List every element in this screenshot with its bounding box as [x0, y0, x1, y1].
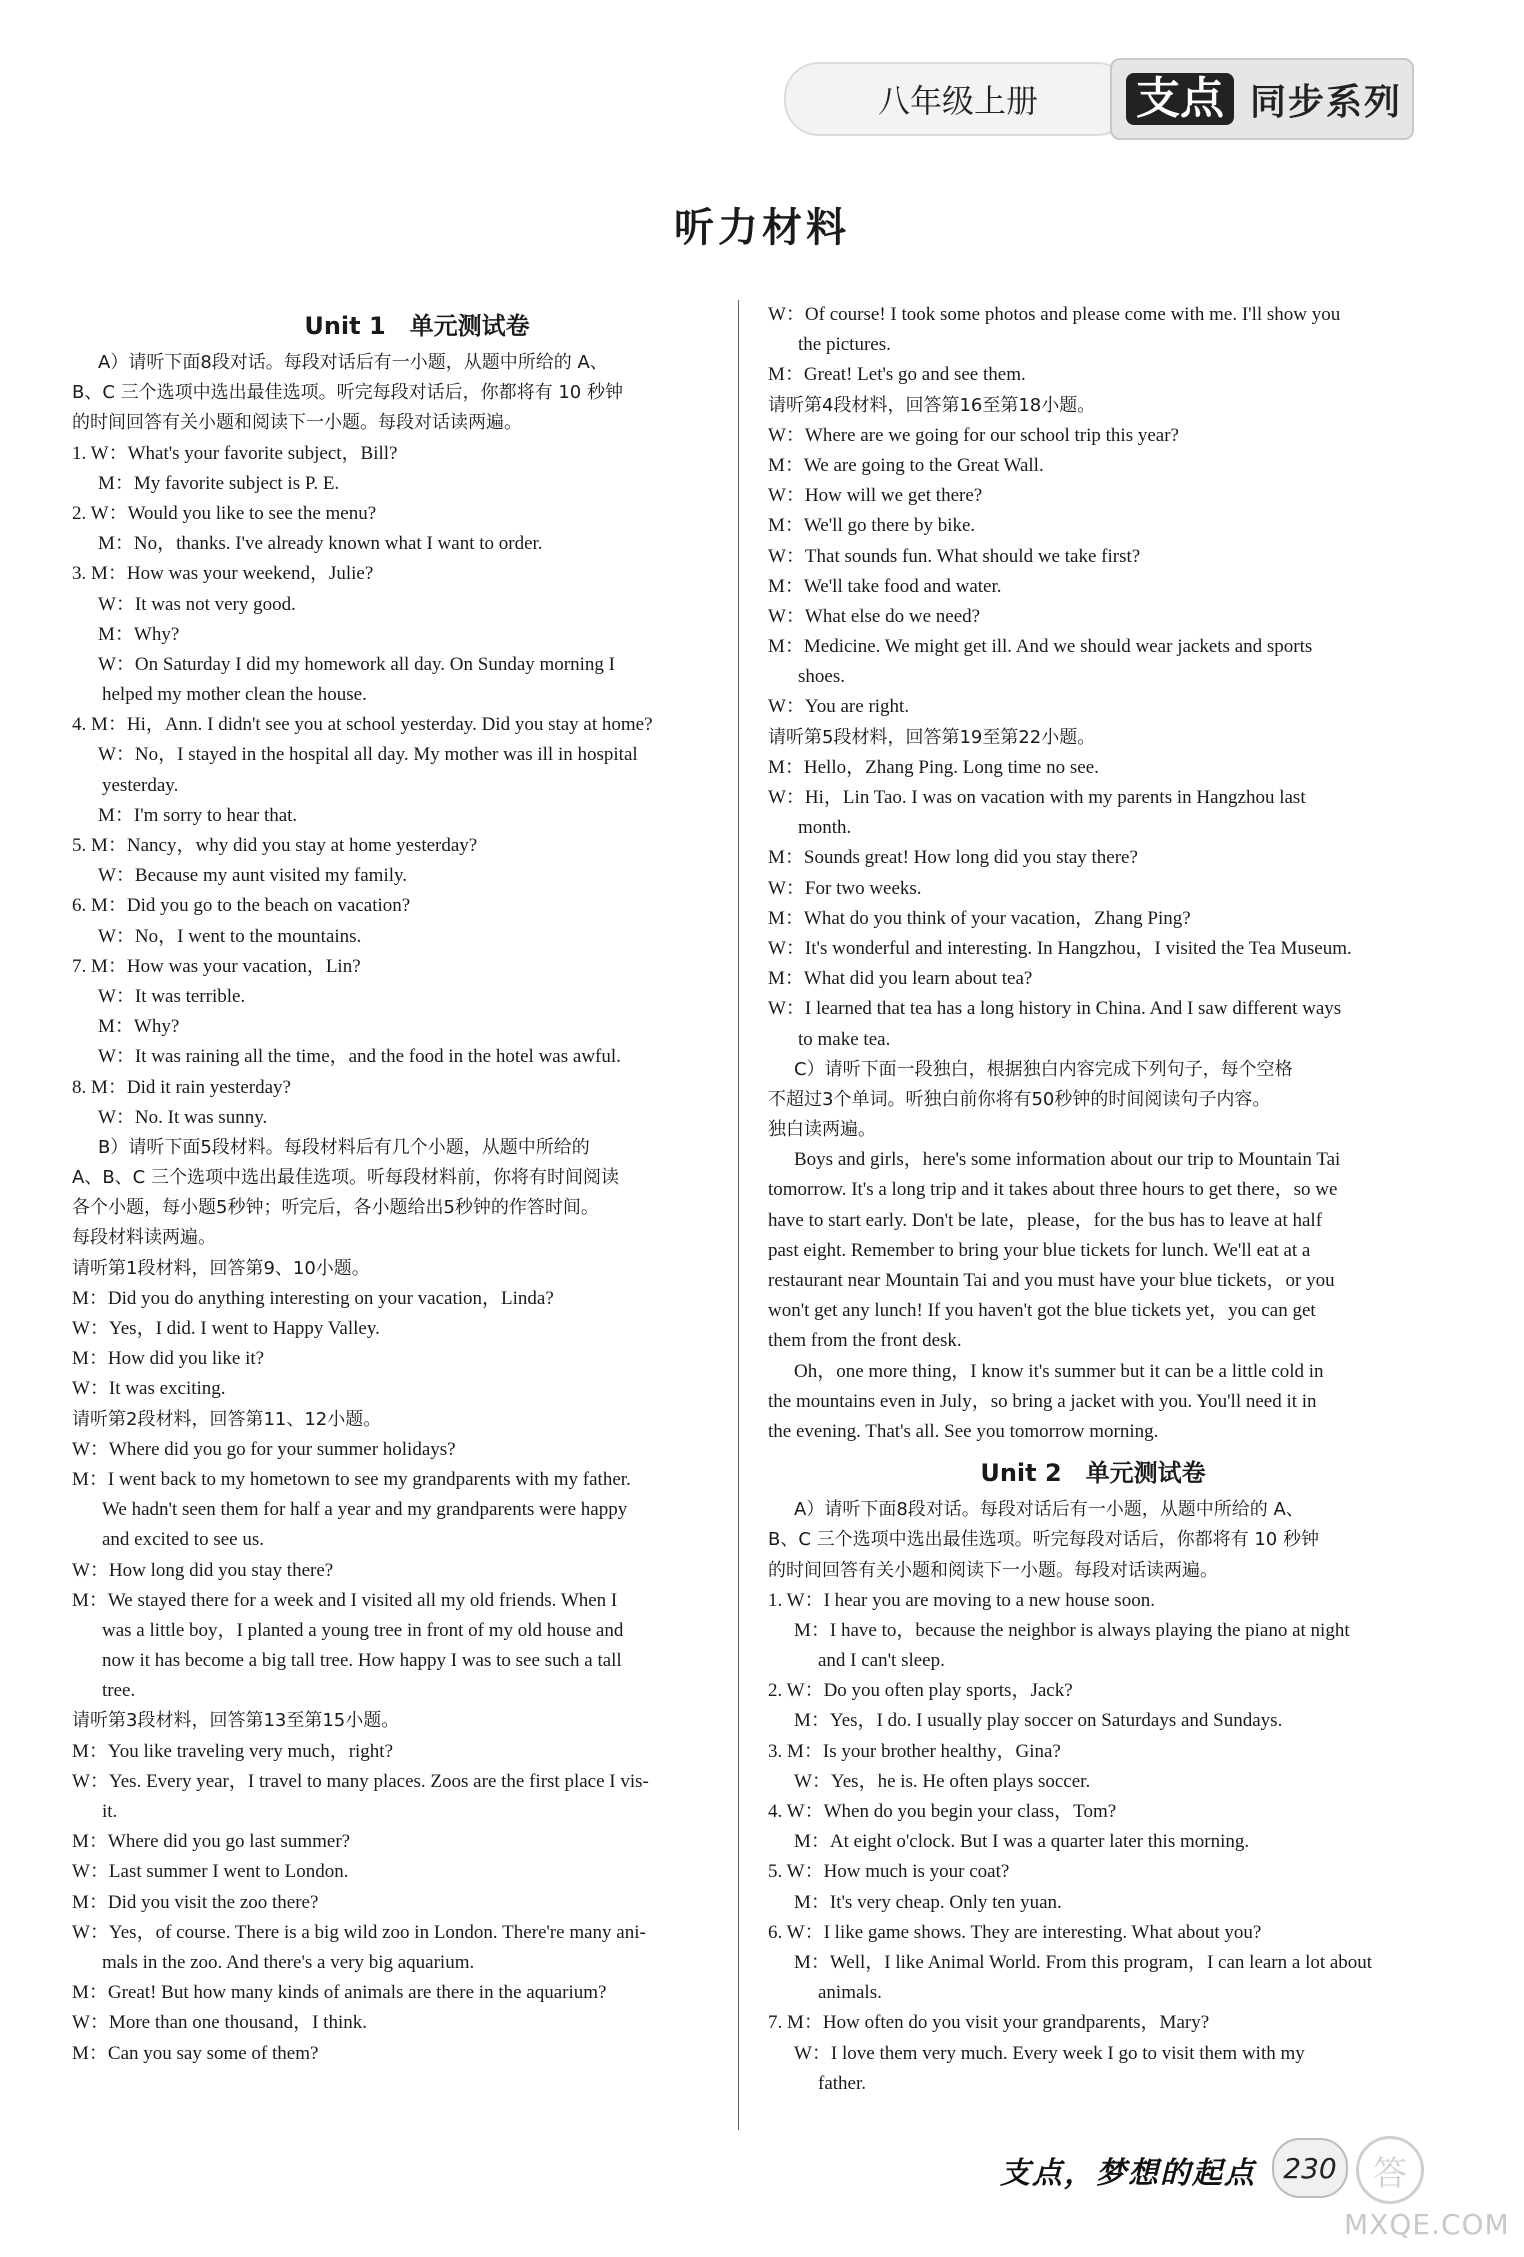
text-line: W：You are right. — [768, 696, 910, 718]
text-line: W：It was terrible. — [98, 985, 246, 1007]
text-line: M：Did you do anything interesting on your vacation，Linda? — [72, 1287, 554, 1309]
text-line: to make tea. — [798, 1028, 891, 1050]
text-line: yesterday. — [102, 774, 179, 796]
text-line: M：Medicine. We might get ill. And we should wear jackets and sports — [768, 636, 1313, 658]
text-line: and excited to see us. — [102, 1529, 264, 1551]
text-line: won't get any lunch! If you haven't got the blue tickets yet，you can get — [768, 1300, 1316, 1322]
text-line: W：Yes，he is. He often plays soccer. — [794, 1770, 1091, 1792]
text-line: W：Yes. Every year，I travel to many places. Zoos are the first place I vis- — [72, 1770, 649, 1792]
text-line: W：Of course! I took some photos and please come with me. I'll show you — [768, 304, 1341, 325]
text-line: tomorrow. It's a long trip and it takes about three hours to get there，so we — [768, 1179, 1338, 1201]
text-line: M：Did you visit the zoo there? — [72, 1891, 319, 1913]
text-line: W：No，I stayed in the hospital all day. My mother was ill in hospital — [98, 744, 638, 766]
text-line: A）请听下面8段对话。每段对话后有一小题，从题中所给的 A、 — [794, 1499, 1304, 1521]
text-line: W：How will we get there? — [768, 485, 983, 507]
text-line: W：Last summer I went to London. — [72, 1861, 349, 1883]
text-line: M：How did you like it? — [72, 1348, 265, 1370]
text-line: it. — [102, 1801, 118, 1822]
text-line: W：More than one thousand，I think. — [72, 2012, 367, 2034]
page-title: 听力材料 — [674, 205, 850, 251]
text-line: M：We are going to the Great Wall. — [768, 454, 1044, 476]
text-line: the pictures. — [798, 334, 891, 356]
text-line: 5. W：How much is your coat? — [768, 1861, 1010, 1883]
text-line: W：I love them very much. Every week I go to visit them with my — [794, 2042, 1305, 2064]
text-line: M：My favorite subject is P. E. — [98, 472, 340, 494]
text-line: M：Sounds great! How long did you stay there? — [768, 847, 1138, 869]
text-line: M：We'll take food and water. — [768, 575, 1002, 597]
text-line: 5. M：Nancy，why did you stay at home yesterday? — [72, 835, 478, 856]
text-line: W：Hi，Lin Tao. I was on vacation with my parents in Hangzhou last — [768, 787, 1306, 808]
text-line: the evening. That's all. See you tomorrow morning. — [768, 1420, 1159, 1442]
text-line: M：Great! Let's go and see them. — [768, 364, 1026, 386]
text-line: W：What else do we need? — [768, 605, 981, 627]
text-line: W：Yes，I did. I went to Happy Valley. — [72, 1318, 380, 1339]
text-line: month. — [798, 817, 852, 839]
text-line: M：You like traveling very much，right? — [72, 1740, 394, 1762]
grade-label: 八年级上册 — [784, 62, 1132, 136]
text-line: W：I learned that tea has a long history in China. And I saw different ways — [768, 998, 1342, 1020]
text-line: M：Yes，I do. I usually play soccer on Saturdays and Sundays. — [794, 1710, 1283, 1732]
text-line: W：On Saturday I did my homework all day. On Sunday morning I — [98, 653, 615, 675]
brand-banner — [1110, 58, 1414, 140]
text-line: 请听第2段材料，回答第11、12小题。 — [72, 1408, 382, 1430]
text-line: W：It was exciting. — [72, 1378, 226, 1400]
section-title: Unit 2 单元测试卷 — [980, 1459, 1206, 1488]
text-line: M：Why? — [98, 623, 180, 645]
text-line: M：Why? — [98, 1016, 180, 1038]
text-line: M：Great! But how many kinds of animals are there in the aquarium? — [72, 1982, 607, 2004]
text-line: M：Can you say some of them? — [72, 2042, 319, 2064]
watermark-text: MXQE.COM — [1344, 2208, 1510, 2241]
text-line: animals. — [818, 1982, 882, 2004]
text-line: 6. W：I like game shows. They are interesting. What about you? — [768, 1921, 1262, 1943]
text-line: M：Hello，Zhang Ping. Long time no see. — [768, 756, 1099, 778]
text-line: M：I went back to my hometown to see my grandparents with my father. — [72, 1468, 631, 1490]
text-line: M：At eight o'clock. But I was a quarter later this morning. — [794, 1831, 1250, 1853]
text-line: 请听第3段材料，回答第13至第15小题。 — [72, 1710, 400, 1732]
text-line: W：Yes，of course. There is a big wild zoo in London. There're many ani- — [72, 1921, 646, 1943]
text-line: 7. M：How was your vacation，Lin? — [72, 955, 361, 977]
right-column — [768, 300, 1418, 2099]
text-line: W：It was not very good. — [98, 593, 296, 615]
column-divider — [738, 300, 739, 2130]
text-line: Boys and girls，here's some information about our trip to Mountain Tai — [794, 1149, 1341, 1171]
text-line: tree. — [102, 1680, 136, 1702]
text-line: was a little boy，I planted a young tree in front of my old house and — [102, 1619, 624, 1641]
text-line: M：Well，I like Animal World. From this program，I can learn a lot about — [794, 1951, 1373, 1973]
watermark-logo-icon: 答 — [1356, 2136, 1424, 2204]
text-line: M：What do you think of your vacation，Zhang Ping? — [768, 907, 1191, 929]
text-line: 7. M：How often do you visit your grandparents，Mary? — [768, 2012, 1210, 2034]
text-line: 的时间回答有关小题和阅读下一小题。每段对话读两遍。 — [72, 412, 522, 434]
text-line: and I can't sleep. — [818, 1650, 945, 1672]
text-line: restaurant near Mountain Tai and you must have your blue tickets，or you — [768, 1270, 1335, 1291]
text-line: W：It was raining all the time，and the food in the hotel was awful. — [98, 1046, 621, 1068]
text-line: 6. M：Did you go to the beach on vacation? — [72, 895, 411, 917]
text-line: shoes. — [798, 666, 845, 688]
text-line: the mountains even in July，so bring a jacket with you. You'll need it in — [768, 1390, 1317, 1412]
text-line: 独白读两遍。 — [768, 1119, 876, 1141]
text-line: 请听第1段材料，回答第9、10小题。 — [72, 1257, 370, 1279]
text-line: 3. M：How was your weekend，Julie? — [72, 563, 374, 585]
text-line: A）请听下面8段对话。每段对话后有一小题，从题中所给的 A、 — [98, 352, 608, 373]
text-line: 2. W：Would you like to see the menu? — [72, 502, 377, 524]
text-line: B、C 三个选项中选出最佳选项。听完每段对话后，你都将有 10 秒钟 — [72, 382, 623, 404]
text-line: We hadn't seen them for half a year and my grandparents were happy — [102, 1499, 628, 1521]
text-line: W：It's wonderful and interesting. In Hangzhou，I visited the Tea Museum. — [768, 937, 1352, 959]
text-line: M：We stayed there for a week and I visited all my old friends. When I — [72, 1589, 618, 1611]
text-line: W：Because my aunt visited my family. — [98, 865, 408, 887]
text-line: M：I'm sorry to hear that. — [98, 804, 298, 826]
section-title: Unit 1 单元测试卷 — [304, 312, 530, 340]
text-line: 1. W：What's your favorite subject，Bill? — [72, 442, 398, 464]
text-line: W：No. It was sunny. — [98, 1106, 268, 1128]
text-line: M：What did you learn about tea? — [768, 968, 1033, 990]
text-line: C）请听下面一段独白，根据独白内容完成下列句子，每个空格 — [794, 1058, 1293, 1080]
text-line: 4. W：When do you begin your class，Tom? — [768, 1801, 1117, 1822]
text-line: them from the front desk. — [768, 1330, 962, 1352]
text-line: 不超过3个单词。听独白前你将有50秒钟的时间阅读句子内容。 — [768, 1088, 1271, 1110]
text-line: M：It's very cheap. Only ten yuan. — [794, 1891, 1062, 1913]
text-line: B）请听下面5段材料。每段材料后有几个小题，从题中所给的 — [98, 1136, 590, 1158]
text-line: 8. M：Did it rain yesterday? — [72, 1076, 291, 1098]
text-line: M：Where did you go last summer? — [72, 1831, 351, 1853]
text-line: mals in the zoo. And there's a very big aquarium. — [102, 1951, 475, 1973]
text-line: 4. M：Hi，Ann. I didn't see you at school yesterday. Did you stay at home? — [72, 714, 653, 736]
text-line: W：How long did you stay there? — [72, 1559, 334, 1581]
text-line: helped my mother clean the house. — [102, 684, 367, 706]
text-line: W：For two weeks. — [768, 877, 922, 899]
text-line: W：Where did you go for your summer holidays? — [72, 1438, 456, 1460]
text-line: W：No，I went to the mountains. — [98, 925, 362, 947]
left-column — [72, 300, 762, 2069]
text-line: now it has become a big tall tree. How happy I was to see such a tall — [102, 1650, 622, 1672]
text-line: father. — [818, 2072, 867, 2094]
text-line: 2. W：Do you often play sports，Jack? — [768, 1680, 1073, 1702]
text-line: 1. W：I hear you are moving to a new house soon. — [768, 1589, 1155, 1611]
text-line: have to start early. Don't be late，please，for the bus has to leave at half — [768, 1209, 1323, 1231]
text-line: 请听第5段材料，回答第19至第22小题。 — [768, 726, 1096, 748]
text-line: W：That sounds fun. What should we take first? — [768, 545, 1141, 567]
text-line: 的时间回答有关小题和阅读下一小题。每段对话读两遍。 — [768, 1559, 1218, 1581]
text-line: 请听第4段材料，回答第16至第18小题。 — [768, 394, 1096, 416]
text-line: Oh，one more thing，I know it's summer but it can be a little cold in — [794, 1360, 1324, 1382]
text-line: W：Where are we going for our school trip this year? — [768, 424, 1179, 446]
text-line: 各个小题，每小题5秒钟；听完后，各小题给出5秒钟的作答时间。 — [72, 1197, 599, 1219]
text-line: A、B、C 三个选项中选出最佳选项。听每段材料前，你将有时间阅读 — [72, 1167, 619, 1189]
text-line: M：No，thanks. I've already known what I want to order. — [98, 533, 543, 555]
page-number: 230 — [1272, 2138, 1348, 2198]
text-line: B、C 三个选项中选出最佳选项。听完每段对话后，你都将有 10 秒钟 — [768, 1529, 1319, 1551]
brand-series: 同步系列 — [1250, 81, 1403, 123]
text-line: M：We'll go there by bike. — [768, 515, 976, 537]
footer-slogan: 支点，梦想的起点 — [1000, 2156, 1256, 2191]
text-line: 每段材料读两遍。 — [72, 1227, 216, 1249]
text-line: 3. M：Is your brother healthy，Gina? — [768, 1740, 1061, 1762]
text-line: past eight. Remember to bring your blue tickets for lunch. We'll eat at a — [768, 1239, 1311, 1261]
text-line: M：I have to，because the neighbor is always playing the piano at night — [794, 1619, 1350, 1641]
brand-logo: 支点 — [1126, 73, 1234, 125]
